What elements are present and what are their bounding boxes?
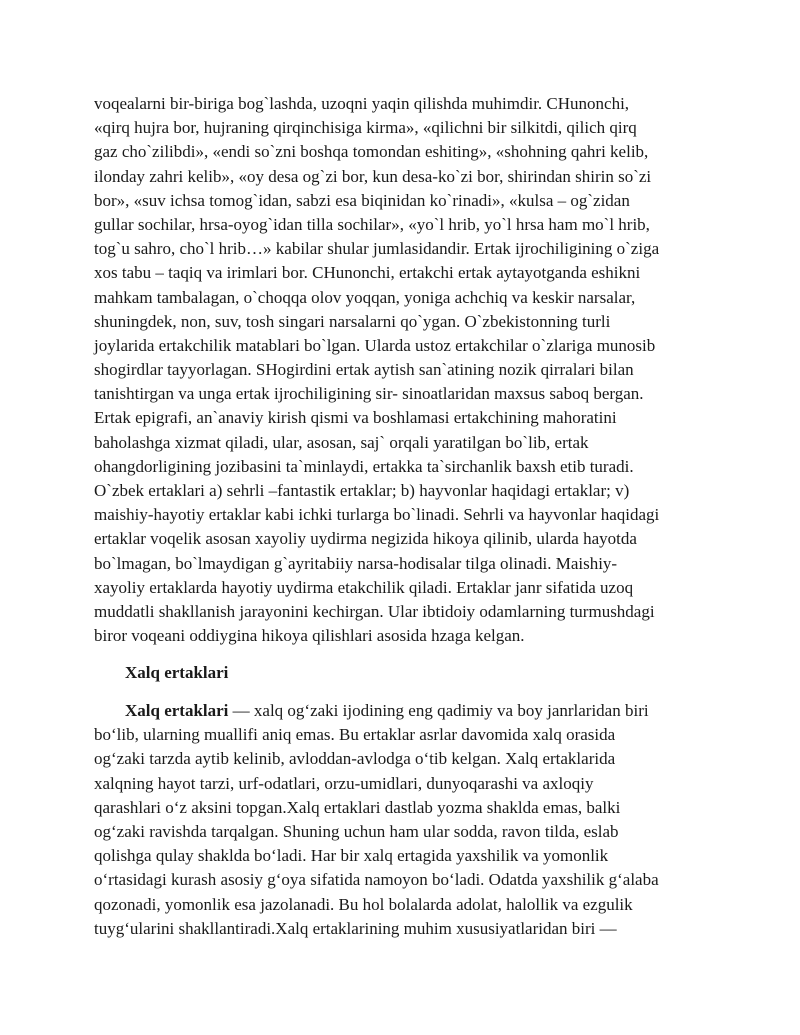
- paragraph-line: xos tabu – taqiq va irimlari bor. CHunonchi, ertakchi ertak aytayotganda eshikni: [94, 263, 641, 283]
- paragraph-line: qarashlari o‘z aksini topgan.Xalq ertaklari dastlab yozma shaklda emas, balki: [94, 797, 621, 817]
- paragraph-line: maishiy-hayotiy ertaklar kabi ichki turlarga bo`linadi. Sehrli va hayvonlar haqidagi: [94, 505, 660, 525]
- section-heading: Xalq ertaklari: [125, 663, 229, 682]
- paragraph-line: xalqning hayot tarzi, urf-odatlari, orzu-umidlari, dunyoqarashi va axloqiy: [94, 773, 594, 793]
- paragraph-line: shuningdek, non, suv, tosh singari narsalarni qo`ygan. O`zbekistonning turli: [94, 311, 611, 331]
- paragraph-line: biror voqeani oddiygina hikoya qilishlari asosida hzaga kelgan.: [94, 626, 525, 646]
- paragraph-line: og‘zaki ravishda tarqalgan. Shuning uchun ham ular sodda, ravon tilda, eslab: [94, 821, 619, 841]
- lead-text: — xalq og‘zaki ijodining eng qadimiy va boy janrlaridan biri: [228, 701, 649, 720]
- paragraph-line: ertaklar voqelik asosan xayoliy uydirma negizida hikoya qilinib, ularda hayotda: [94, 529, 637, 549]
- paragraph-line: joylarida ertakchilik matablari bo`lgan. Ularda ustoz ertakchilar o`zlariga munosib: [94, 335, 656, 355]
- paragraph-line: xayoliy ertaklarda hayotiy uydirma etakchilik qiladi. Ertaklar janr sifatida uzoq: [94, 577, 634, 597]
- paragraph-line: tanishtirgan va unga ertak ijrochiligining sir- sinoatlaridan maxsus saboq bergan.: [94, 384, 644, 404]
- paragraph-lead-line: [94, 699, 714, 723]
- paragraph-line: ilonday zahri kelib», «oy desa og`zi bor, kun desa-ko`zi bor, shirindan shirin so`zi: [94, 166, 652, 186]
- paragraph-line: voqealarni bir-biriga bog`lashda, uzoqni yaqin qilishda muhimdir. CHunonchi,: [94, 94, 630, 113]
- paragraph-line: muddatli shakllanish jarayonini kechirgan. Ular ibtidoiy odamlarning turmushdagi: [94, 601, 655, 621]
- paragraph-2: [94, 699, 714, 941]
- paragraph-line: tog`u sahro, cho`l hrib…» kabilar shular jumlasidandir. Ertak ijrochiligining o`ziga: [94, 239, 660, 259]
- paragraph-line: tuyg‘ularini shakllantiradi.Xalq ertaklarining muhim xususiyatlaridan biri —: [94, 918, 617, 938]
- paragraph-line: o‘rtasidagi kurash asosiy g‘oya sifatida namoyon bo‘ladi. Odatda yaxshilik g‘alaba: [94, 870, 659, 890]
- paragraph-line: gullar sochilar, hrsa-oyog`idan tilla sochilar», «yo`l hrib, yo`l hrsa ham mo`l hrib,: [94, 214, 650, 234]
- paragraph-line: bo`lmagan, bo`lmaydigan g`ayritabiiy narsa-hodisalar tilga olinadi. Maishiy-: [94, 553, 618, 573]
- paragraph-line: qolishga qulay shaklda bo‘ladi. Har bir xalq ertagida yaxshilik va yomonlik: [94, 846, 609, 866]
- paragraph-line: mahkam tambalagan, o`choqqa olov yoqqan, yoniga achchiq va keskir narsalar,: [94, 287, 636, 307]
- paragraph-line: Ertak epigrafi, an`anaviy kirish qismi va boshlamasi ertakchining mahoratini: [94, 408, 617, 428]
- paragraph-line: O`zbek ertaklari a) sehrli –fantastik ertaklar; b) hayvonlar haqidagi ertaklar; v): [94, 481, 630, 500]
- paragraph-line: bo‘lib, ularning muallifi aniq emas. Bu ertaklar asrlar davomida xalq orasida: [94, 725, 616, 745]
- paragraph-line: baholashga xizmat qiladi, ular, asosan, saj` orqali yaratilgan bo`lib, ertak: [94, 432, 589, 452]
- paragraph-line: bor», «suv ichsa tomog`idan, sabzi esa biqinidan ko`rinadi», «kulsa – og`zidan: [94, 190, 630, 210]
- paragraph-line: ohangdorligining jozibasini ta`minlaydi, ertakka ta`sirchanlik baxsh etib turadi.: [94, 456, 634, 476]
- paragraph-line: shogirdlar tayyorlagan. SHogirdini ertak aytish san`atining nozik qirralari bilan: [94, 360, 634, 380]
- paragraph-line: «qirq hujra bor, hujraning qirqinchisiga kirma», «qilichni bir silkitdi, qilich qirq: [94, 118, 637, 138]
- paragraph-1: [94, 92, 714, 648]
- paragraph-line: og‘zaki tarzda aytib kelinib, avloddan-avlodga o‘tib kelgan. Xalq ertaklarida: [94, 749, 616, 769]
- paragraph-line: qozonadi, yomonlik esa jazolanadi. Bu hol bolalarda adolat, halollik va ezgulik: [94, 894, 633, 914]
- paragraph-line: gaz cho`zilibdi», «endi so`zni boshqa tomondan eshiting», «shohning qahri kelib,: [94, 142, 649, 162]
- lead-term: Xalq ertaklari: [125, 701, 229, 720]
